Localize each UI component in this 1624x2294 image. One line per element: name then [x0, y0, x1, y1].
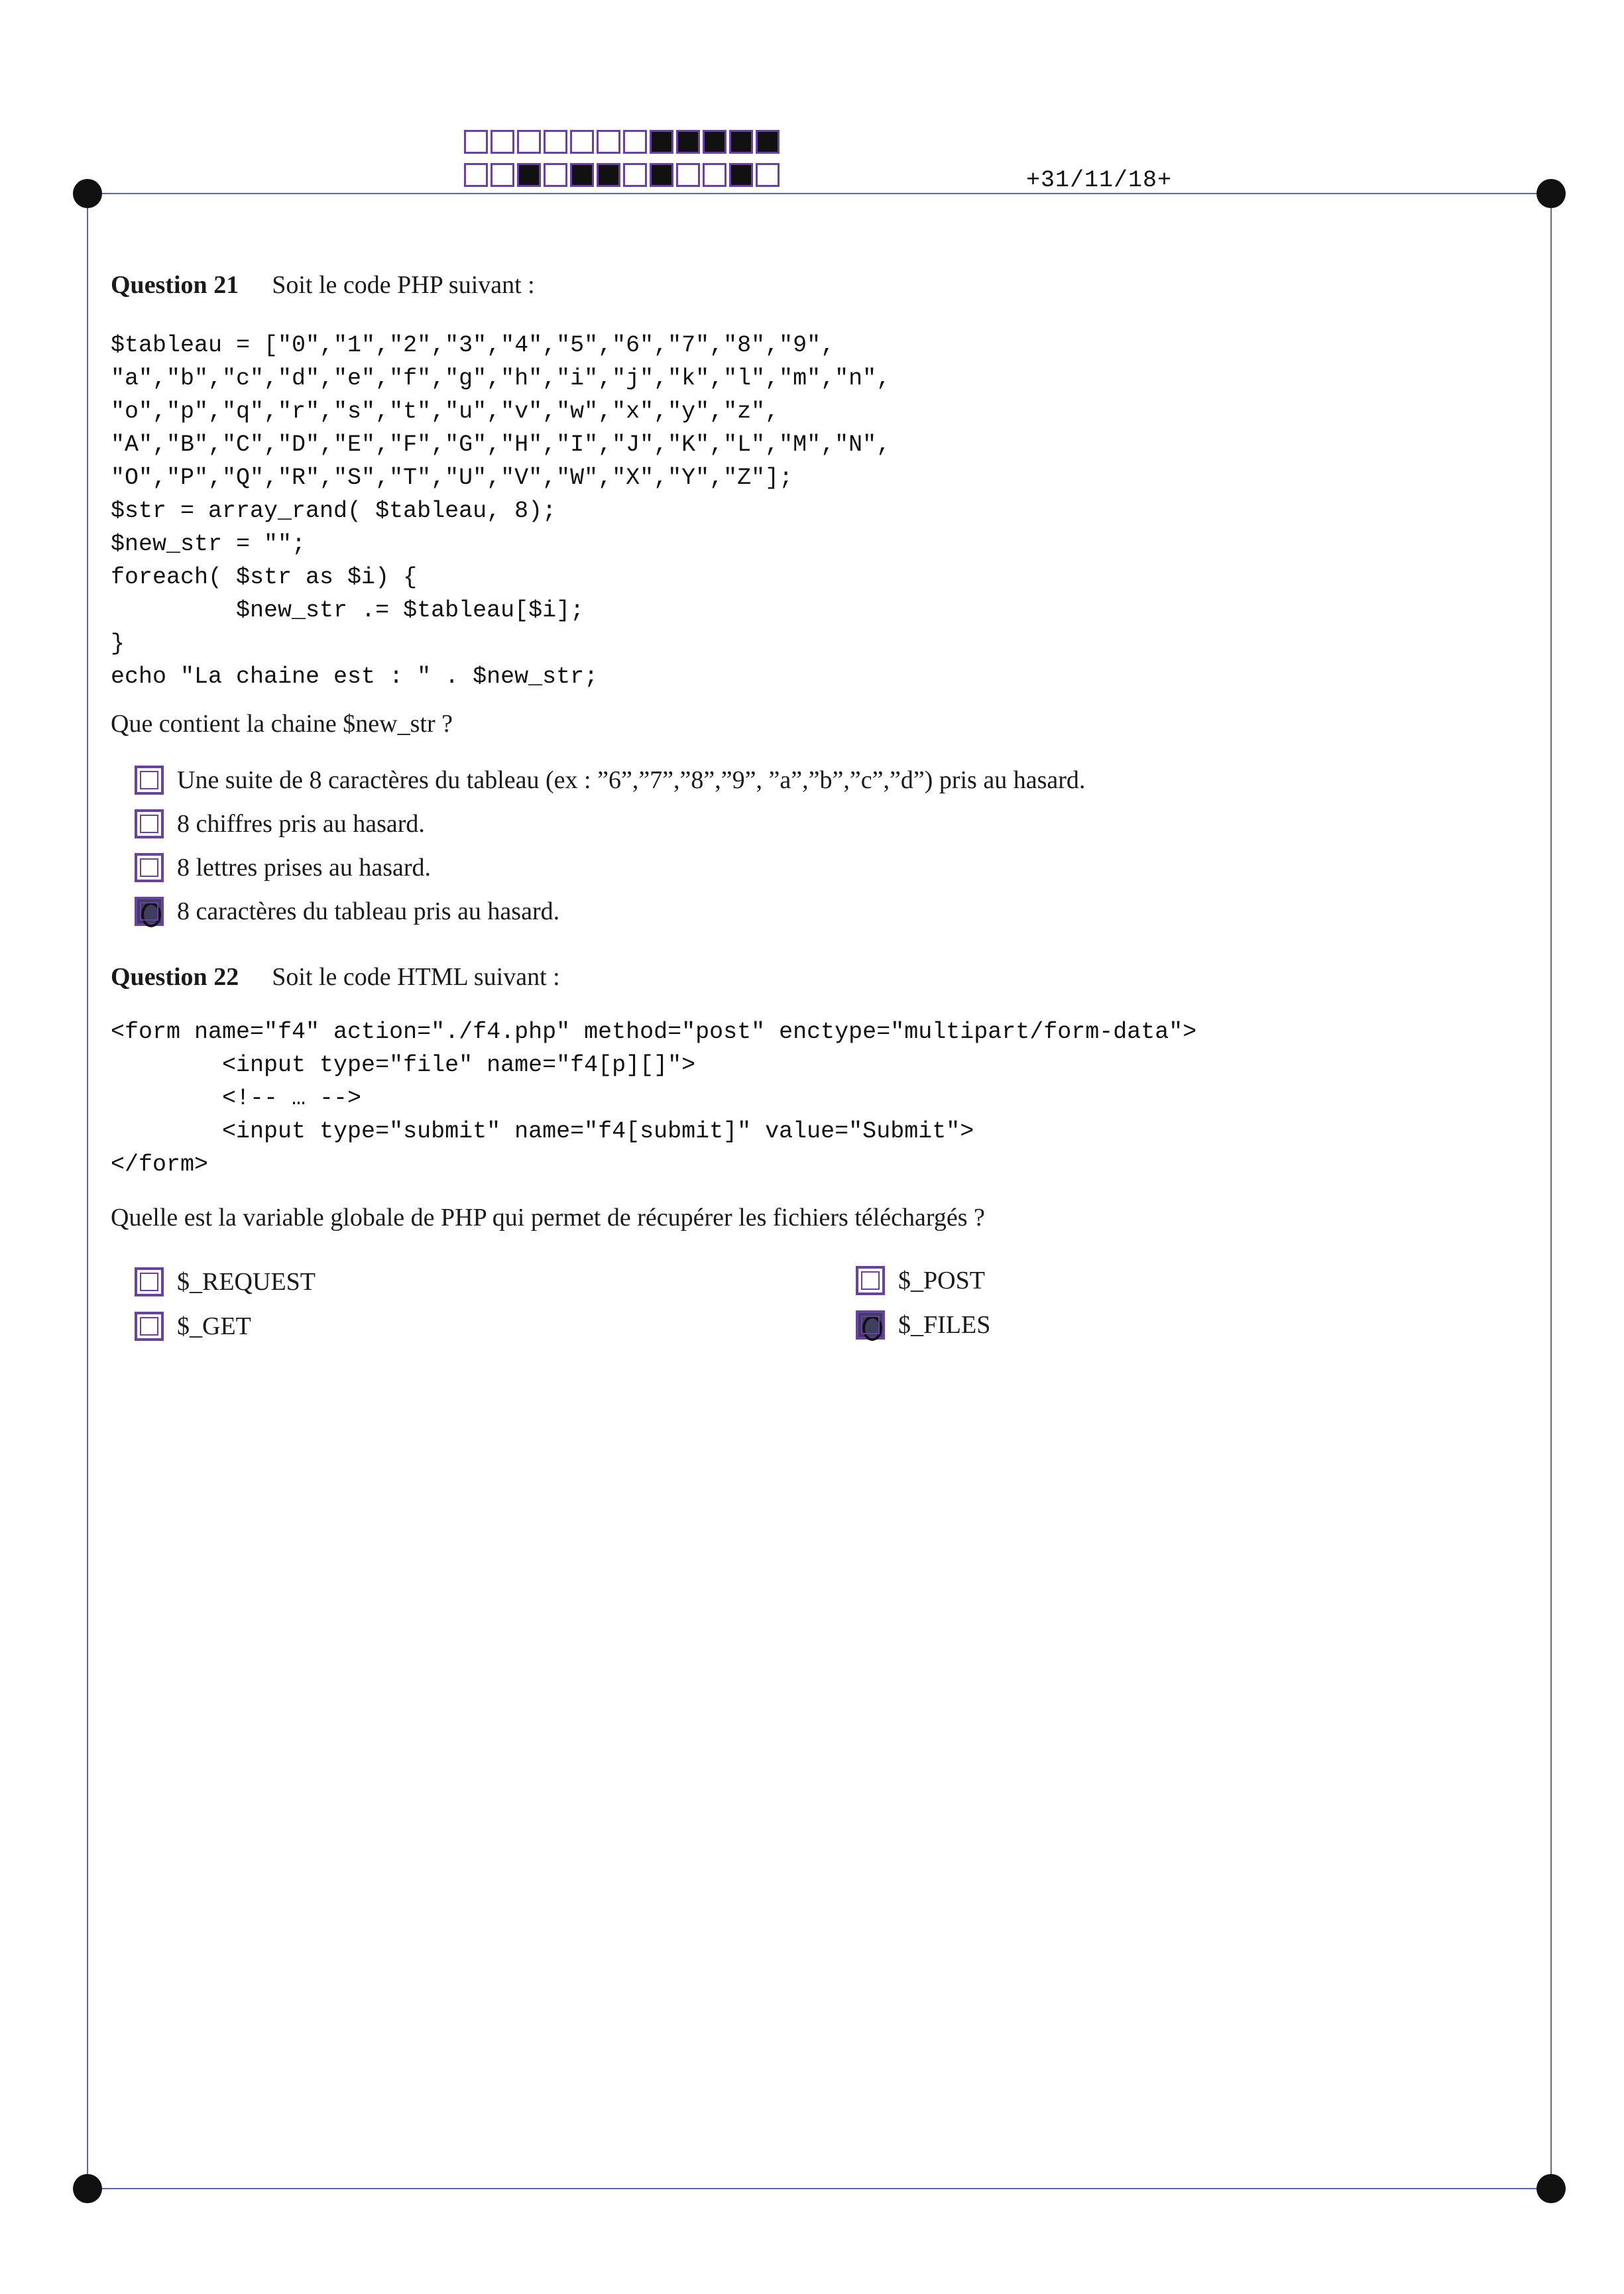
barcode-bit — [623, 130, 647, 154]
barcode-bit — [491, 130, 514, 154]
q22-choice-files[interactable] — [856, 1310, 990, 1340]
barcode-bit — [597, 163, 620, 187]
barcode-bit — [464, 130, 488, 154]
checkbox[interactable] — [135, 1312, 164, 1341]
sheet-id: +31/11/18+ — [1026, 167, 1173, 194]
barcode-bit — [597, 130, 620, 154]
corner-mark-top-right — [1537, 179, 1566, 208]
barcode-bit — [676, 130, 700, 154]
q22-choice-post[interactable] — [856, 1266, 985, 1295]
barcode-bit — [491, 163, 514, 187]
q22-choice-get[interactable] — [135, 1312, 251, 1341]
q21-choice-2[interactable] — [135, 809, 425, 838]
question-22-prompt: Quelle est la variable globale de PHP qui permet de récupérer les fichiers téléchargés ? — [111, 1204, 985, 1232]
question-number: Question 21 — [111, 271, 239, 299]
barcode-bit — [517, 130, 541, 154]
choice-label: 8 chiffres pris au hasard. — [177, 810, 425, 838]
barcode-row-2 — [464, 163, 782, 187]
barcode-bit — [517, 163, 541, 187]
barcode-bit — [650, 163, 673, 187]
frame-bottom — [87, 2188, 1552, 2189]
barcode-bit — [729, 163, 753, 187]
question-22-heading — [111, 962, 560, 992]
frame-left — [87, 193, 88, 2189]
question-21-heading — [111, 270, 535, 300]
q21-choice-4[interactable] — [135, 897, 559, 926]
choice-label: 8 caractères du tableau pris au hasard. — [177, 897, 560, 925]
barcode-bit — [703, 163, 726, 187]
barcode-bit — [544, 163, 567, 187]
barcode-bit — [703, 130, 726, 154]
corner-mark-bottom-left — [73, 2174, 102, 2203]
checkbox-marked[interactable] — [856, 1310, 885, 1340]
barcode-bit — [756, 130, 780, 154]
choice-label: $_REQUEST — [177, 1268, 316, 1296]
barcode-row-1 — [464, 130, 782, 154]
barcode-bit — [464, 163, 488, 187]
barcode-bit — [623, 163, 647, 187]
frame-top — [87, 193, 1552, 194]
question-21-prompt: Que contient la chaine $new_str ? — [111, 710, 453, 738]
checkbox[interactable] — [135, 809, 164, 838]
q21-choice-3[interactable] — [135, 853, 431, 882]
question-number: Question 22 — [111, 963, 239, 991]
choice-label: $_FILES — [898, 1311, 991, 1339]
corner-mark-bottom-right — [1537, 2174, 1566, 2203]
question-intro: Soit le code PHP suivant : — [272, 271, 535, 299]
barcode-bit — [570, 130, 594, 154]
q21-choice-1[interactable] — [135, 766, 1085, 795]
choice-label: 8 lettres prises au hasard. — [177, 854, 432, 882]
corner-mark-top-left — [73, 179, 102, 208]
html-code-block: <form name="f4" action="./f4.php" method="post" enctype="multipart/form-data"> <input type="file" name="f4[p][]"> <!-- … --> <input type="submit" name="f4[submit]" value="Submit"> </form> — [111, 1019, 1197, 1178]
barcode-bit — [676, 163, 700, 187]
checkbox[interactable] — [135, 1267, 164, 1296]
barcode-bit — [570, 163, 594, 187]
barcode-bit — [650, 130, 673, 154]
checkbox[interactable] — [135, 766, 164, 795]
frame-right — [1550, 193, 1552, 2189]
barcode-bit — [544, 130, 567, 154]
barcode-bit — [729, 130, 753, 154]
q22-choice-request[interactable] — [135, 1267, 316, 1296]
choice-label: Une suite de 8 caractères du tableau (ex : ”6”,”7”,”8”,”9”, ”a”,”b”,”c”,”d”) pris au hasard. — [177, 766, 1086, 794]
choice-label: $_GET — [177, 1312, 251, 1340]
checkbox-marked[interactable] — [135, 897, 164, 926]
php-code-block: $tableau = ["0","1","2","3","4","5","6","7","8","9", "a","b","c","d","e","f","g","h","i","j","k","l","m","n", "o","p","q","r","s","t","u","v","w","x","y","z", "A","B","C","D","E","F","G","H","I","J","K","L","M","N", "O","P","Q","R","S","T","U","V","W","X","Y","Z"]; $str = array_rand( $tableau, 8); $new_str = ""; foreach( $str as $i) { $new_str .= $tableau[$i]; } echo "La chaine est : " . $new_str; — [111, 332, 891, 690]
choice-label: $_POST — [898, 1267, 985, 1294]
question-intro: Soit le code HTML suivant : — [272, 963, 560, 991]
checkbox[interactable] — [856, 1266, 885, 1295]
barcode-bit — [756, 163, 780, 187]
checkbox[interactable] — [135, 853, 164, 882]
